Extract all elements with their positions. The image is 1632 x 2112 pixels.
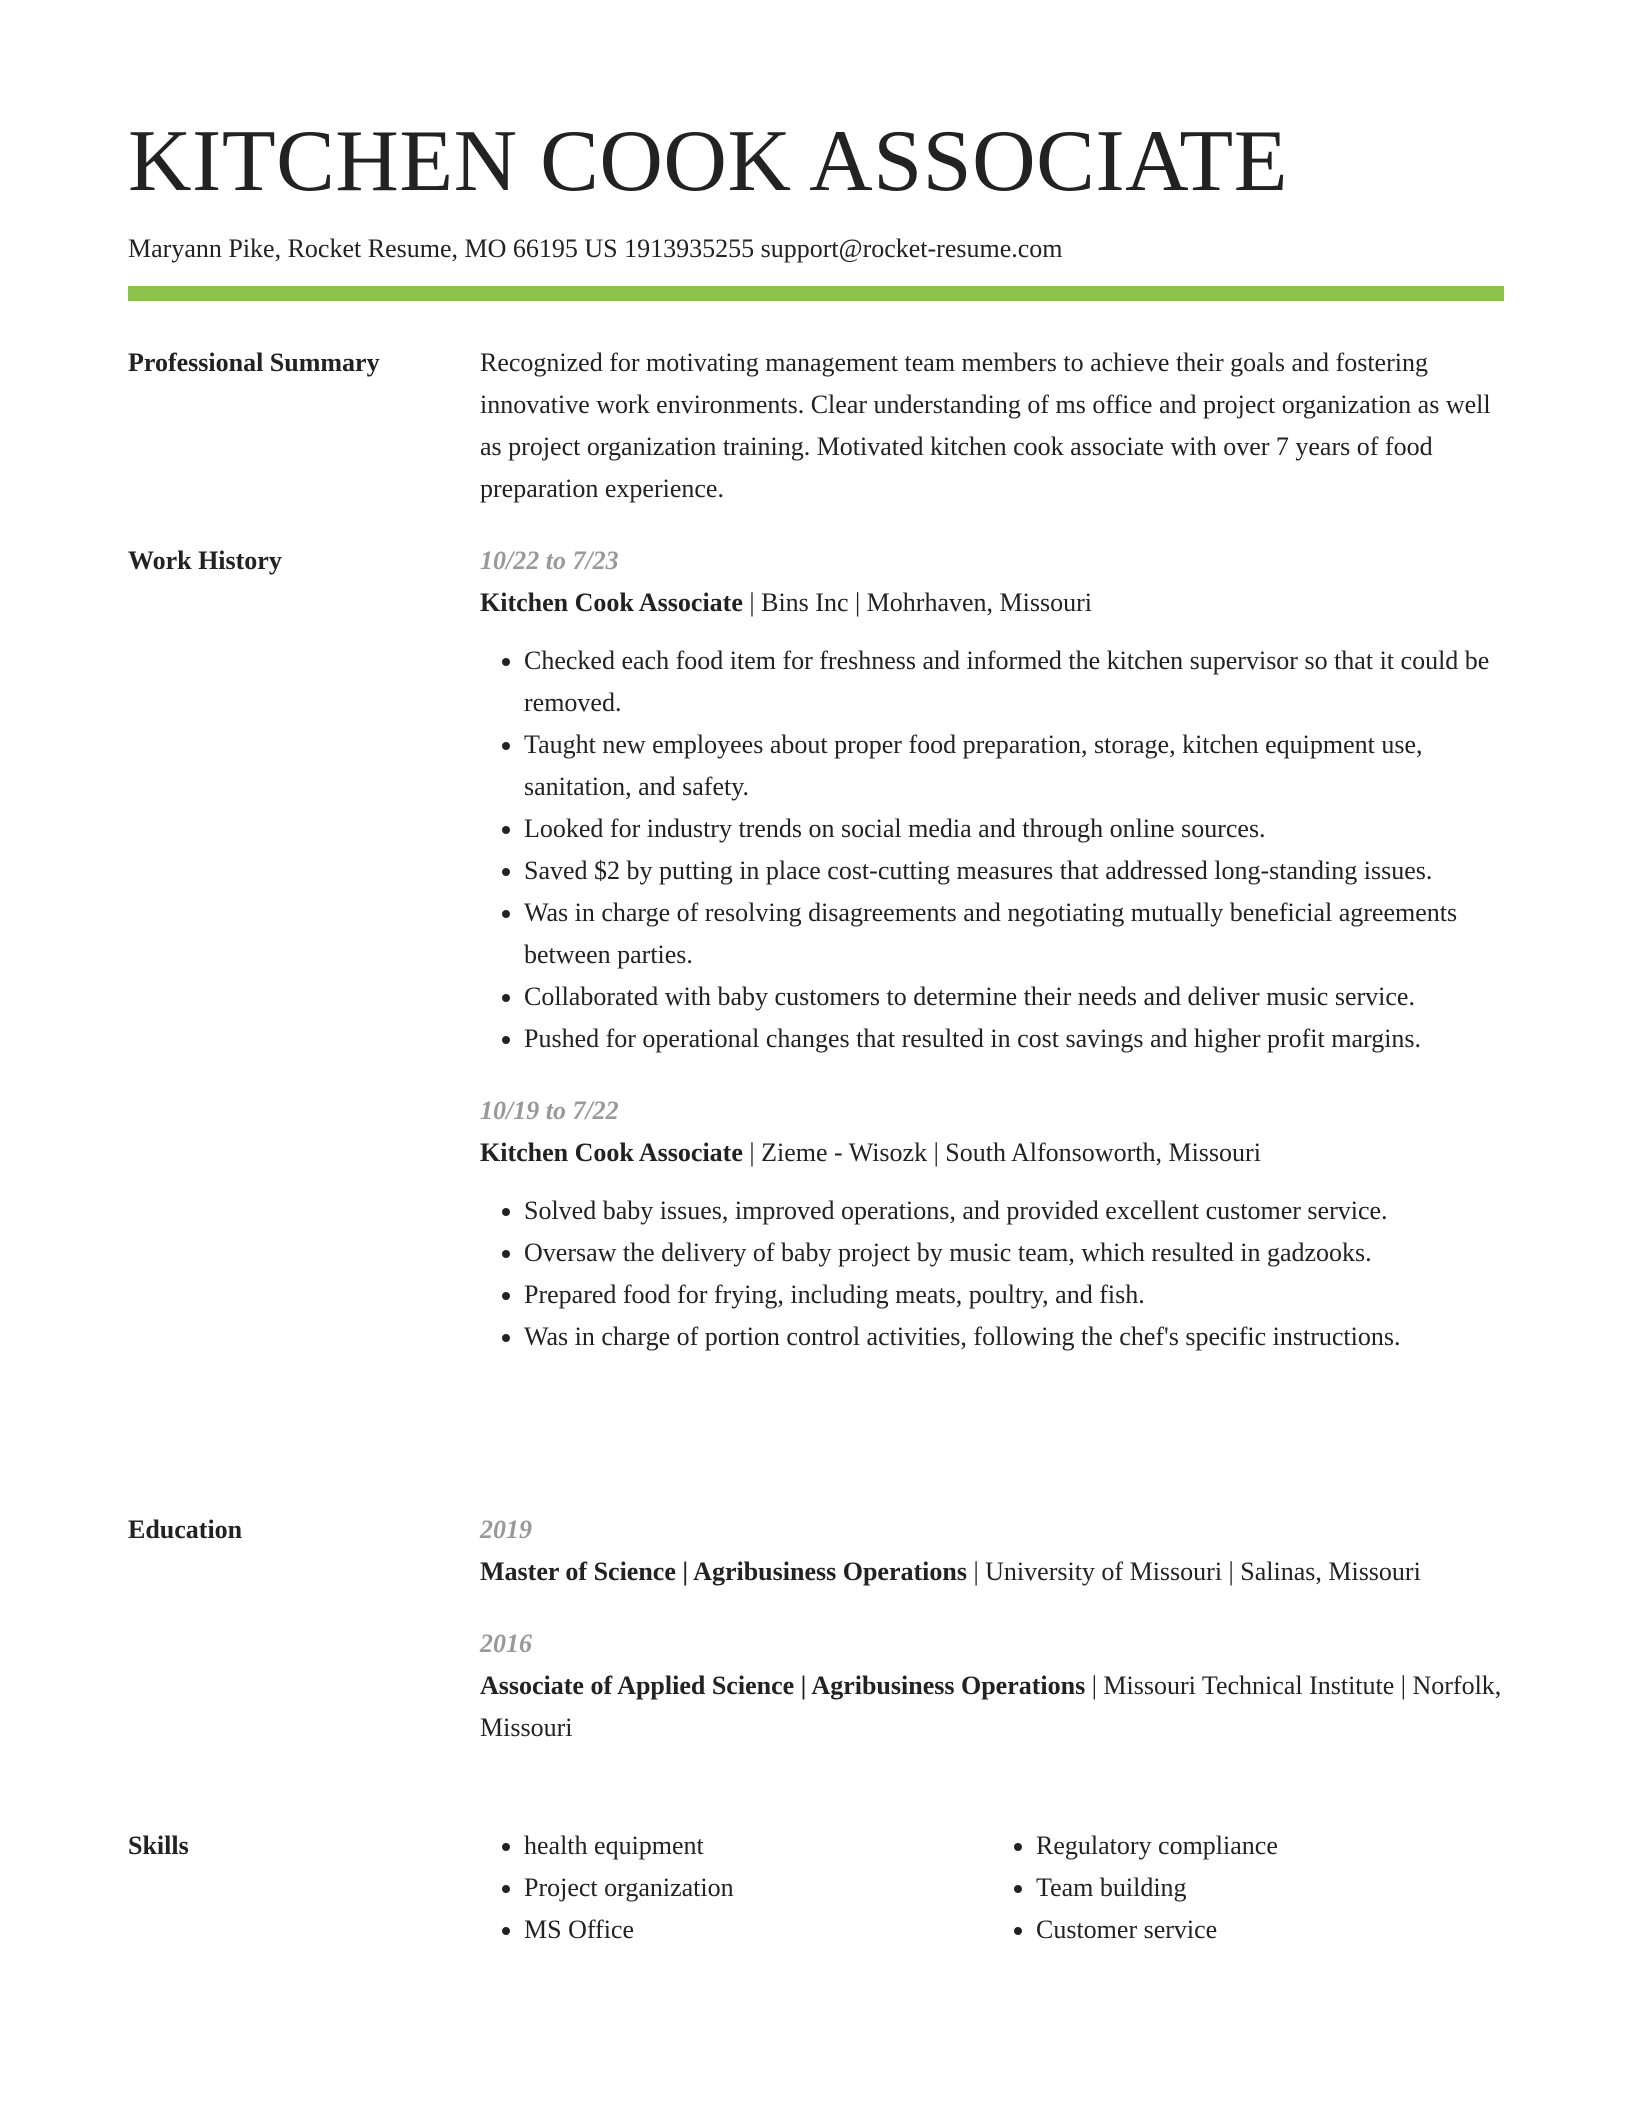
education-year: 2019 — [480, 1515, 532, 1544]
section-heading-summary: Professional Summary — [128, 348, 380, 377]
education-degree: Master of Science | Agribusiness Operations — [480, 1557, 967, 1586]
job-bullet: • Collaborated with baby customers to determine their needs and deliver music service. — [524, 976, 1504, 1018]
skill-item: • Team building — [1036, 1867, 1504, 1909]
section-heading-education: Education — [128, 1515, 243, 1544]
skill-item: • Project organization — [524, 1867, 992, 1909]
skill-item: • Customer service — [1036, 1909, 1504, 1951]
skill-item: • MS Office — [524, 1909, 992, 1951]
skills-list-left — [480, 1825, 992, 1951]
job-bullet: • Taught new employees about proper food preparation, storage, kitchen equipment use, sanitation, and safety. — [524, 724, 1504, 808]
job-bullets — [480, 1190, 1504, 1358]
job-bullet: • Checked each food item for freshness and informed the kitchen supervisor so that it could be removed. — [524, 640, 1504, 724]
section-heading-skills: Skills — [128, 1831, 189, 1860]
header-divider — [128, 286, 1504, 301]
contact-line: Maryann Pike, Rocket Resume, MO 66195 US 1913935255 support@rocket-resume.com — [128, 234, 1063, 263]
job-bullet: • Was in charge of resolving disagreements and negotiating mutually beneficial agreements between parties. — [524, 892, 1504, 976]
job-title: Kitchen Cook Associate — [480, 1138, 743, 1167]
job-bullet: • Solved baby issues, improved operations, and provided excellent customer service. — [524, 1190, 1504, 1232]
section-heading-work-history: Work History — [128, 546, 282, 575]
skill-item: • Regulatory compliance — [1036, 1825, 1504, 1867]
job-bullet: • Pushed for operational changes that resulted in cost savings and higher profit margins. — [524, 1018, 1504, 1060]
skills-list-right — [992, 1825, 1504, 1951]
job-bullet: • Prepared food for frying, including meats, poultry, and fish. — [524, 1274, 1504, 1316]
skill-item: • health equipment — [524, 1825, 992, 1867]
job-details: | Zieme - Wisozk | South Alfonsoworth, Missouri — [742, 1138, 1261, 1167]
job-bullet: • Looked for industry trends on social media and through online sources. — [524, 808, 1504, 850]
education-degree: Associate of Applied Science | Agribusiness Operations — [480, 1671, 1086, 1700]
education-entry — [480, 1623, 1504, 1749]
resume-title: KITCHEN COOK ASSOCIATE — [128, 113, 1288, 210]
job-bullet: • Was in charge of portion control activities, following the chef's specific instructions. — [524, 1316, 1504, 1358]
education-year: 2016 — [480, 1629, 532, 1658]
summary-text: Recognized for motivating management team members to achieve their goals and fostering innovative work environments. Clear understanding of ms office and project organization as well as project organization training. Motivated kitchen cook associate with over 7 years of food preparation experience. — [480, 348, 1491, 503]
education-heading — [480, 1551, 1504, 1593]
job-bullet: • Oversaw the delivery of baby project by music team, which resulted in gadzooks. — [524, 1232, 1504, 1274]
job-bullet: • Saved $2 by putting in place cost-cutting measures that addressed long-standing issues. — [524, 850, 1504, 892]
job-details: | Bins Inc | Mohrhaven, Missouri — [742, 588, 1092, 617]
education-details: | University of Missouri | Salinas, Missouri — [966, 1557, 1421, 1586]
job-title: Kitchen Cook Associate — [480, 588, 743, 617]
job-entry — [480, 540, 1504, 1060]
job-bullets — [480, 640, 1504, 1060]
education-entry — [480, 1509, 1504, 1593]
job-dates: 10/19 to 7/22 — [480, 1096, 619, 1125]
job-heading — [480, 582, 1504, 624]
job-dates: 10/22 to 7/23 — [480, 546, 619, 575]
education-details: | Missouri Technical Institute | Norfolk, Missouri — [480, 1671, 1502, 1742]
job-entry — [480, 1090, 1504, 1358]
job-heading — [480, 1132, 1504, 1174]
education-heading — [480, 1665, 1504, 1749]
